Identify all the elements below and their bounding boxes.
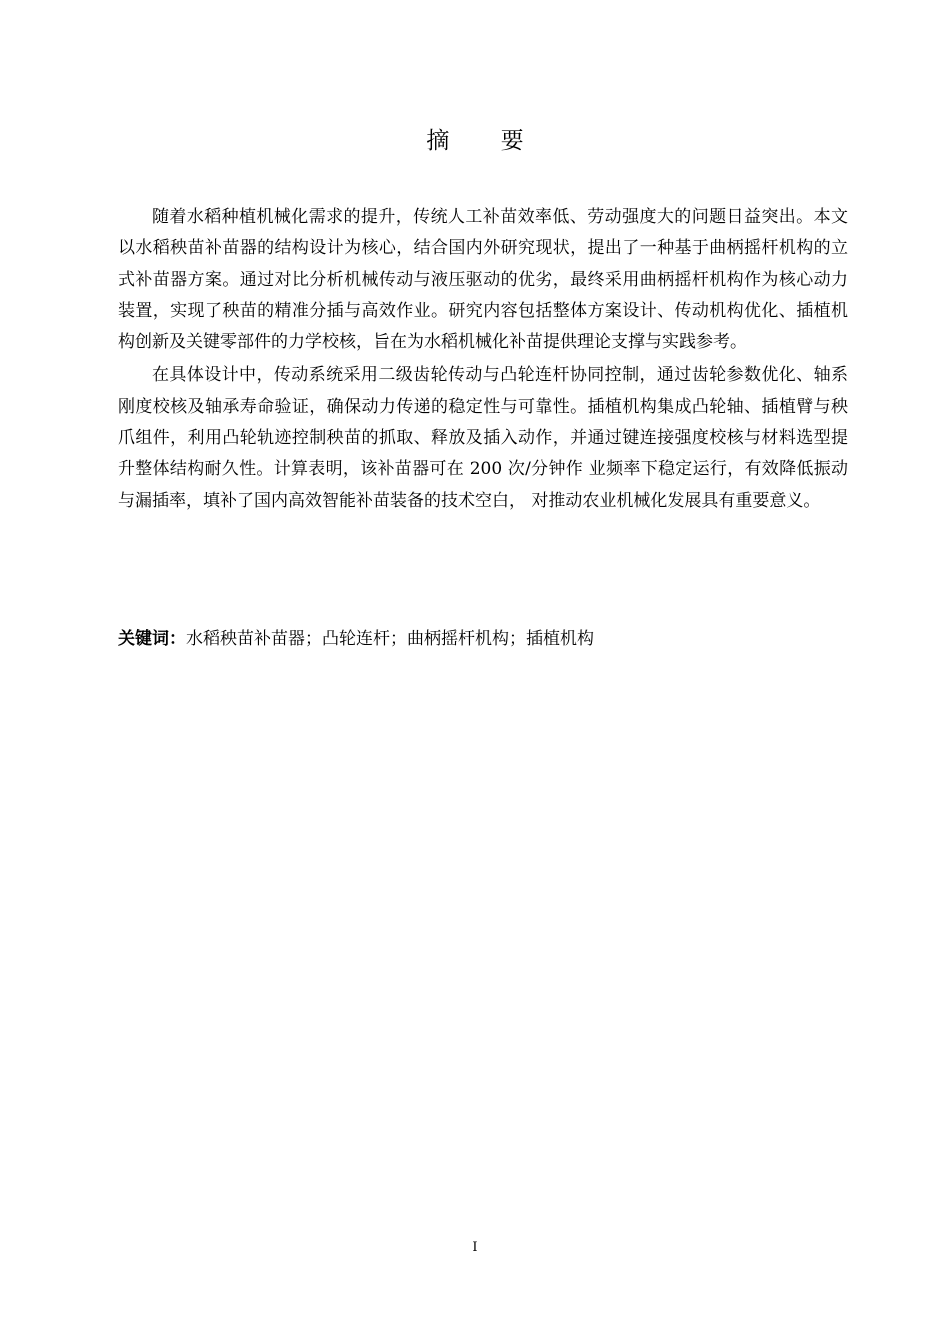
keywords-line — [118, 624, 848, 655]
abstract-title: 摘 要 — [426, 128, 546, 154]
abstract-body — [118, 202, 848, 519]
keywords-label: 关键词： — [118, 629, 186, 649]
keywords-text: 水稻秧苗补苗器；凸轮连杆；曲柄摇杆机构；插植机构 — [186, 629, 594, 649]
abstract-paragraph-2: 在具体设计中，传动系统采用二级齿轮传动与凸轮连杆协同控制，通过齿轮参数优化、轴系刚度校核及轴承寿命验证，确保动力传递的稳定性与可靠性。插植机构集成凸轮轴、插植臂与秧爪组件，利用凸轮轨迹控制秧苗的抓取、释放及插入动作，并通过键连接强度校核与材料选型提升整体结构耐久性。计算表明，该补苗器可在 200 次/分钟作 业频率下稳定运行，有效降低振动与漏插率，填补了国内高效智能补苗装备的技术空白， 对推动农业机械化发展具有重要意义。 — [118, 365, 848, 511]
page-number: I — [472, 1240, 478, 1255]
abstract-paragraph-1: 随着水稻种植机械化需求的提升，传统人工补苗效率低、劳动强度大的问题日益突出。本文以水稻秧苗补苗器的结构设计为核心，结合国内外研究现状，提出了一种基于曲柄摇杆机构的立式补苗器方案。通过对比分析机械传动与液压驱动的优劣，最终采用曲柄摇杆机构作为核心动力装置，实现了秧苗的精准分插与高效作业。研究内容包括整体方案设计、传动机构优化、插植机构创新及关键零部件的力学校核，旨在为水稻机械化补苗提供理论支撑与实践参考。 — [118, 207, 848, 353]
